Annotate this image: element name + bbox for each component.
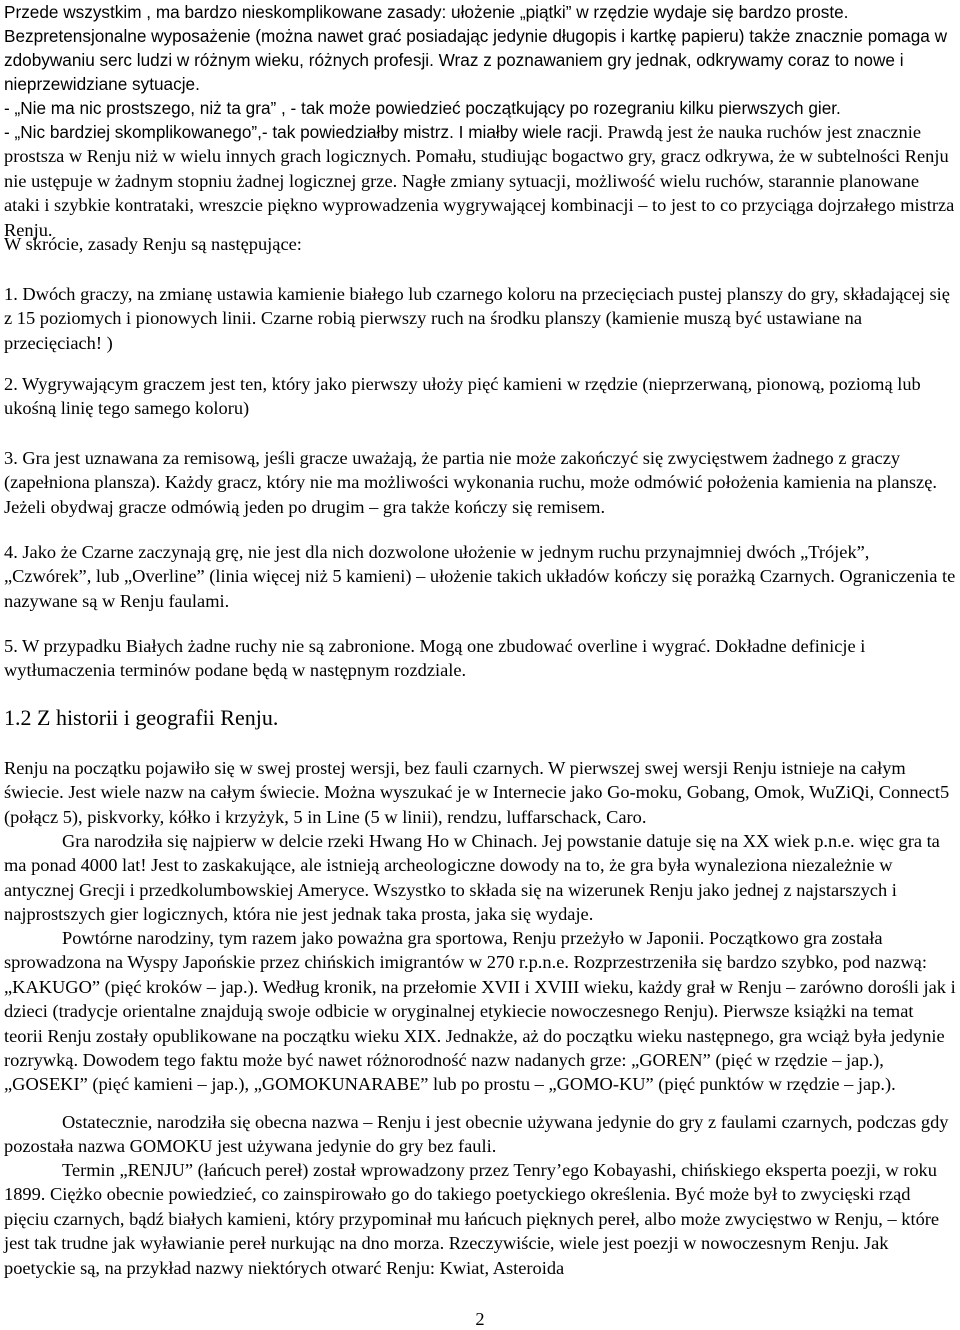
rule-3: 3. Gra jest uznawana za remisową, jeśli gracze uważają, że partia nie może zakończyć się zwycięstwem żadnego z graczy (zapełniona plansza). Każdy gracz, który nie ma możliwości wykonania ruchu, może odmówić położenia kamienia na planszę. Jeżeli obydwaj gracze odmówią jeden po drugim – gra także kończy się remisem.	[4, 448, 937, 517]
master-paragraph	[4, 120, 956, 242]
history-paragraph-5: Termin „RENJU” (łańcuch pereł) został wprowadzony przez Tenry’ego Kobayashi, chińskiego eksperta poezji, w roku 1899. Ciężko obecnie powiedzieć, co zainspirowało go do takiego poetyckiego określenia. Być może był to zwycięski rząd pięciu czarnych, bądź białych kamieni, który przypominał mu łańcuch pięknych pereł, albo może zwycięstwo w Renju, – które jest tak trudne jak wyławianie pereł nurkując na dno morza. Rzeczywiście, wiele jest poezji w nowoczesnym Renju. Jak poetyckie są, na przykład nazwy niektórych otwarć Renju: Kwiat, Asteroida	[4, 1160, 940, 1278]
master-quote: - „Nic bardziej skomplikowanego”,- tak powiedziałby mistrz. I miałby wiele racji.	[4, 122, 603, 142]
beginner-quote: - „Nie ma nic prostszego, niż ta gra” , - tak może powiedzieć początkujący po rozegraniu kilku pierwszych gier.	[4, 98, 841, 118]
history-paragraph-4: Ostatecznie, narodziła się obecna nazwa – Renju i jest obecnie używana jedynie do gry z faulami czarnych, podczas gdy pozostała nazwa GOMOKU jest używana jedynie do gry bez fauli.	[4, 1112, 949, 1157]
intro-paragraph: Przede wszystkim , ma bardzo nieskomplikowane zasady: ułożenie „piątki” w rzędzie wydaje się bardzo proste. Bezpretensjonalne wyposażenie (można nawet grać posiadając jedynie długopis i kartkę papieru) także znacznie pomaga w zdobywaniu serc ludzi w różnym wieku, różnych profesji. Wraz z poznawaniem gry jednak, odkrywamy coraz to nowe i nieprzewidziane sytuacje.	[4, 2, 947, 94]
rule-4: 4. Jako że Czarne zaczynają grę, nie jest dla nich dozwolone ułożenie w jednym ruchu przynajmniej dwóch „Trójek”, „Czwórek”, lub „Overline” (linia więcej niż 5 kamieni) – ułożenie takich układów kończy się porażką Czarnych. Ograniczenia te nazywane są w Renju faulami.	[4, 542, 956, 611]
history-paragraph-1: Renju na początku pojawiło się w swej prostej wersji, bez fauli czarnych. W pierwszej swej wersji Renju istnieje na całym świecie. Jest wiele nazw na całym świecie. Można wyszukać je w Internecie jako Go-moku, Gobang, Omok, WuZiQi, Connect5 (połącz 5), piskvorky, kółko i krzyżyk, 5 in Line (5 w linii), rendzu, luffarschack, Caro.	[4, 758, 950, 827]
rule-2: 2. Wygrywającym graczem jest ten, który jako pierwszy ułoży pięć kamieni w rzędzie (nieprzerwaną, pionową, poziomą lub ukośną linię tego samego koloru)	[4, 374, 921, 419]
master-paragraph-text: Prawdą jest że nauka ruchów jest znacznie prostsza w Renju niż w wielu innych grach logicznych. Pomału, studiując bogactwo gry, gracz odkrywa, że w subtelności Renju nie ustępuje w żadnym stopniu żadnej logicznej grze. Nagłe zmiany sytuacji, możliwość wielu ruchów, starannie planowane ataki i szybkie kontrataki, wreszcie piękno wyprowadzenia wygrywającej kombinacji – to jest to co przyciąga dojrzałego mistrza Renju.	[4, 122, 955, 240]
page-number: 2	[475, 1309, 485, 1329]
section-heading: 1.2 Z historii i geografii Renju.	[4, 705, 279, 730]
rule-5: 5. W przypadku Białych żadne ruchy nie są zabronione. Mogą one zbudować overline i wygrać. Dokładne definicje i wytłumaczenia terminów podane będą w następnym rozdziale.	[4, 636, 866, 681]
rules-summary: W skrócie, zasady Renju są następujące:	[4, 234, 302, 254]
history-paragraph-3: Powtórne narodziny, tym razem jako poważna gra sportowa, Renju przeżyło w Japonii. Początkowo gra została sprowadzona na Wyspy Japońskie przez chińskich imigrantów w 270 r.p.n.e. Rozprzestrzeniła się bardzo szybko, pod nazwą: „KAKUGO” (pięć kroków – jap.). Według kronik, na przełomie XVII i XVIII wieku, każdy grał w Renju – zarówno dorośli jak i dzieci (tradycje orientalne znajdują swoje odbicie w oryginalnej etykiecie nowoczesnego Renju). Pierwsze książki na temat teorii Renju zostały opublikowane na początku wieku XIX. Jednakże, aż do początku wieku następnego, gra wciąż była jedynie rozrywką. Dowodem tego faktu może być nawet różnorodność nazw nadanych grze: „GOREN” (pięć w rzędzie – jap.), „GOSEKI” (pięć kamieni – jap.), „GOMOKUNARABE” lub po prostu – „GOMO-KU” (pięć punktów w rzędzie – jap.).	[4, 928, 956, 1095]
history-paragraph-2: Gra narodziła się najpierw w delcie rzeki Hwang Ho w Chinach. Jej powstanie datuje się na XX wiek p.n.e. więc gra ta ma ponad 4000 lat! Jest to zaskakujące, ale istnieją archeologiczne dowody na to, że gra była wynaleziona niezależnie w antycznej Grecji i przedkolumbowskiej Ameryce. Wszystko to składa się na wizerunek Renju jako jednej z najstarszych i najprostszych gier logicznych, która nie jest jednak taka prosta, jaka się wydaje.	[4, 831, 940, 925]
rule-1: 1. Dwóch graczy, na zmianę ustawia kamienie białego lub czarnego koloru na przecięciach pustej planszy do gry, składającej się z 15 poziomych i pionowych linii. Czarne robią pierwszy ruch na środku planszy (kamienie muszą być ustawiane na przecięciach! )	[4, 284, 950, 353]
